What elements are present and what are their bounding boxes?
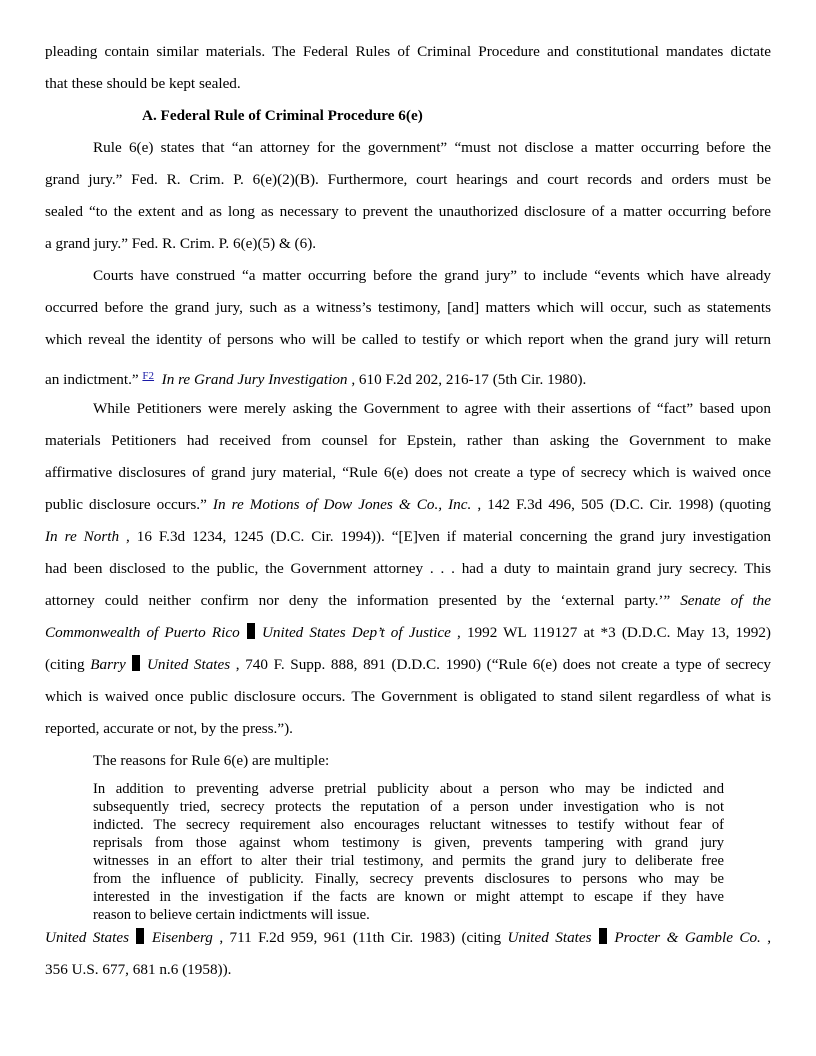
redaction-mark — [136, 928, 144, 944]
block-quote — [93, 780, 724, 924]
text: , 711 F.2d 959, 961 (11th Cir. 1983) (citing — [212, 929, 508, 946]
text: , 16 F.3d 1234, 1245 (D.C. Cir. 1994)). “[E]ven if material concerning the grand jury investigation — [119, 528, 772, 545]
text: , 1992 WL 119127 at *3 (D.D.C. May 13, 1992) — [450, 624, 771, 641]
footnote-link[interactable]: F2 — [142, 370, 155, 382]
body-line: Rule 6(e) states that “an attorney for the government” “must not disclose a matter occurring before the — [93, 139, 771, 156]
body-line: reported, accurate or not, by the press.”). — [45, 720, 293, 737]
quote-line: interested in the investigation if the facts are known or might attempt to escape if they have — [93, 889, 724, 905]
body-line — [45, 655, 771, 675]
case-citation: Procter & Gamble Co. — [614, 929, 761, 946]
body-line: a grand jury.” Fed. R. Crim. P. 6(e)(5) & (6). — [45, 235, 317, 252]
case-citation: Eisenberg — [151, 929, 213, 946]
redaction-mark — [132, 655, 140, 671]
redaction-mark — [599, 928, 607, 944]
body-line: that these should be kept sealed. — [45, 75, 241, 92]
case-citation: United States — [507, 929, 592, 946]
quote-line: indicted. The secrecy requirement also encourages reluctant witnesses to testify without fear of — [93, 817, 724, 833]
text: public disclosure occurs.” — [45, 496, 213, 513]
redaction-mark — [247, 623, 255, 639]
body-line: which reveal the identity of persons who will be called to testify or which report when the grand jury will return — [45, 331, 771, 348]
body-line: affirmative disclosures of grand jury material, “Rule 6(e) does not create a type of secrecy which is waived once — [45, 464, 771, 481]
body-line: which is waived once public disclosure occurs. The Government is obligated to stand silent regardless of what is — [45, 688, 771, 705]
body-line — [45, 495, 771, 515]
case-citation: United States — [146, 656, 231, 673]
body-line: grand jury.” Fed. R. Crim. P. 6(e)(2)(B). Furthermore, court hearings and court records and orders must be — [45, 171, 771, 188]
case-citation: In re Motions of Dow Jones & Co., Inc. — [212, 496, 472, 513]
body-line: pleading contain similar materials. The Federal Rules of Criminal Procedure and constitutional mandates dictate — [45, 43, 771, 60]
body-line: sealed “to the extent and as long as necessary to prevent the unauthorized disclosure of a matter occurring before — [45, 203, 771, 220]
text: , 610 F.2d 202, 216-17 (5th Cir. 1980). — [347, 371, 587, 388]
quote-line: subsequently tried, secrecy protects the reputation of a person under investigation who is not — [93, 799, 724, 815]
body-line — [45, 591, 771, 611]
section-heading: A. Federal Rule of Criminal Procedure 6(e) — [142, 107, 423, 124]
text: , — [760, 929, 772, 946]
body-line: occurred before the grand jury, such as a witness’s testimony, [and] matters which will occur, such as statements — [45, 299, 771, 316]
case-citation: United States Dep’t of Justice — [261, 624, 451, 641]
quote-line: In addition to preventing adverse pretrial publicity about a person who may be indicted and — [93, 781, 724, 797]
text: , 142 F.3d 496, 505 (D.C. Cir. 1998) (quoting — [471, 496, 772, 513]
quote-line: reprisals from those against whom testimony is given, prevents tampering with grand jury — [93, 835, 724, 851]
quote-line: witnesses in an effort to alter their trial testimony, and permits the grand jury to deliberate free — [93, 853, 724, 869]
body-line — [45, 366, 771, 386]
case-citation: Barry — [90, 656, 126, 673]
text: an indictment.” — [45, 371, 143, 388]
body-line — [45, 928, 771, 948]
body-line — [45, 527, 771, 547]
body-line: The reasons for Rule 6(e) are multiple: — [93, 752, 330, 769]
quote-line: from the influence of publicity. Finally, secrecy prevents disclosures to persons who may be — [93, 871, 724, 887]
case-citation: In re North — [45, 528, 120, 545]
case-citation: Senate of the — [680, 592, 771, 609]
body-line: had been disclosed to the public, the Government attorney . . . had a duty to maintain grand jury secrecy. This — [45, 560, 771, 577]
case-citation: Commonwealth of Puerto Rico — [45, 624, 240, 641]
text: (citing — [45, 656, 91, 673]
case-citation: United States — [45, 929, 130, 946]
body-line: 356 U.S. 677, 681 n.6 (1958)). — [45, 961, 232, 978]
body-line: While Petitioners were merely asking the Government to agree with their assertions of “fact” based upon — [93, 400, 771, 417]
text: attorney could neither confirm nor deny the information presented by the ‘external party.’” — [45, 592, 681, 609]
case-citation: In re Grand Jury Investigation — [161, 371, 348, 388]
body-line — [45, 623, 771, 643]
quote-line: reason to believe certain indictments will issue. — [93, 907, 370, 923]
text: , 740 F. Supp. 888, 891 (D.D.C. 1990) (“Rule 6(e) does not create a type of secrecy — [230, 656, 772, 673]
body-line: materials Petitioners had received from counsel for Epstein, rather than asking the Government to make — [45, 432, 771, 449]
body-line: Courts have construed “a matter occurring before the grand jury” to include “events which have already — [93, 267, 771, 284]
